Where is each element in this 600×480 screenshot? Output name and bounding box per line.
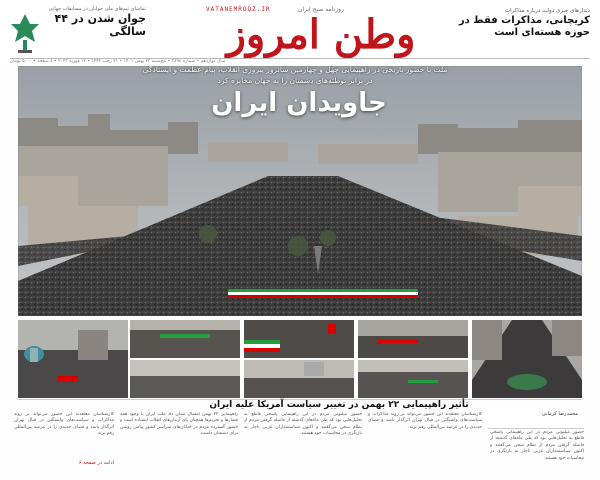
thumbnail-photo[interactable] <box>130 360 240 398</box>
masthead <box>0 0 600 64</box>
left-teaser-kicker: تماشای تیم‌های ملی جوانان در مسابقات جهانی <box>48 6 146 12</box>
article-column-1: راهپیمایی ۲۲ بهمن امسال نشان داد ملت ایران با وجود همه فشارها و تحریم‌ها همچنان پای آرمان‌های انقلاب ایستاده است و حضور گسترده مردم در خیابان‌های سراسر کشور پیامی روشن برای دشمنان داشت. <box>120 412 238 437</box>
thumbnail-photo[interactable] <box>472 320 582 398</box>
thumbnail-photo[interactable] <box>358 360 468 398</box>
main-headline: جاویدان ایران <box>211 88 387 118</box>
thumbnail-photo[interactable] <box>130 320 240 358</box>
film-festival-logo-icon <box>8 12 42 54</box>
thumbnail-photo[interactable] <box>358 320 468 358</box>
secondary-headline[interactable]: تأثیر راهپیمایی ۲۲ بهمن در تغییر سیاست آمریکا علیه ایران <box>209 400 469 410</box>
author-name: محمدرضا کرمانی <box>541 411 578 417</box>
hero-photo[interactable] <box>18 66 582 316</box>
thumbnail-photo[interactable] <box>18 320 128 398</box>
hero-subtitle-line-2: در برابر توطئه‌های دشمنان را به جهان مخابره کرد <box>217 76 373 85</box>
left-teaser-headline: جوان شدن در ۴۴ سالگی <box>54 12 146 38</box>
hero-subtitle-line-1: ملت با حضور تاریخی در راهپیمایی چهل و چهارمین سالروز پیروزی انقلاب، پیام عظمت و ایستادگی <box>142 66 448 74</box>
right-teaser[interactable] <box>450 8 590 39</box>
article-column-3: کارشناسان معتقدند این حضور می‌تواند بر روند مذاکرات و سیاست‌های واشنگتن در قبال تهران اثرگذار باشد و فضای جدیدی را در عرصه بین‌المللی رقم بزند. <box>368 412 482 430</box>
article-column-left: کارشناسان معتقدند این حضور می‌تواند بر روند مذاکرات و سیاست‌های واشنگتن در قبال تهران اثرگذار باشد و فضای جدیدی را در عرصه بین‌المللی رقم بزند. <box>14 412 114 437</box>
thumbnail-photo[interactable] <box>244 360 354 398</box>
continued-link[interactable]: ادامه در صفحه ۶ <box>78 460 114 466</box>
issue-info-strip: سال دوازدهم • شماره ۳۸۹۸ • پنج‌شنبه ۲۳ بهمن ۱۴۰۱ • ۲۱ رجب ۱۴۴۴ • ۱۲ فوریه ۲۰۲۳ • ۸ صفحه • ۵۰۰۰ تومان <box>10 58 590 65</box>
right-teaser-headline: کریچانی، مذاکرات فقط در حوزه هسته‌ای است <box>458 15 590 38</box>
flag-banner <box>228 289 418 298</box>
thumbnail-photo[interactable] <box>244 320 354 358</box>
hero-subtitle <box>130 66 460 86</box>
article-column-2: حضور میلیونی مردم در این راهپیمایی پاسخی قاطع به تحلیل‌هایی بود که طی ماه‌های گذشته از فاصله گرفتن مردم از نظام سخن می‌گفتند و اکنون سیاستمداران غربی ناچار به بازنگری در محاسبات خود هستند. <box>244 412 362 437</box>
photo-thumbnails <box>18 320 582 398</box>
left-teaser[interactable] <box>46 6 146 38</box>
site-url[interactable]: VATANEMROOZ.IR <box>206 6 271 13</box>
edition-label: روزنامه صبح ایران <box>298 6 344 13</box>
author-box <box>488 406 584 429</box>
right-teaser-kicker: دیدارهای خبری دولت درباره مذاکرات <box>504 8 590 14</box>
article-column-4: حضور میلیونی مردم در این راهپیمایی پاسخی قاطع به تحلیل‌هایی بود که طی ماه‌های گذشته از فاصله گرفتن مردم از نظام سخن می‌گفتند و اکنون سیاستمداران غربی ناچار به بازنگری در محاسبات خود هستند. <box>490 430 584 461</box>
newspaper-logo: وطن امروز <box>226 11 416 58</box>
